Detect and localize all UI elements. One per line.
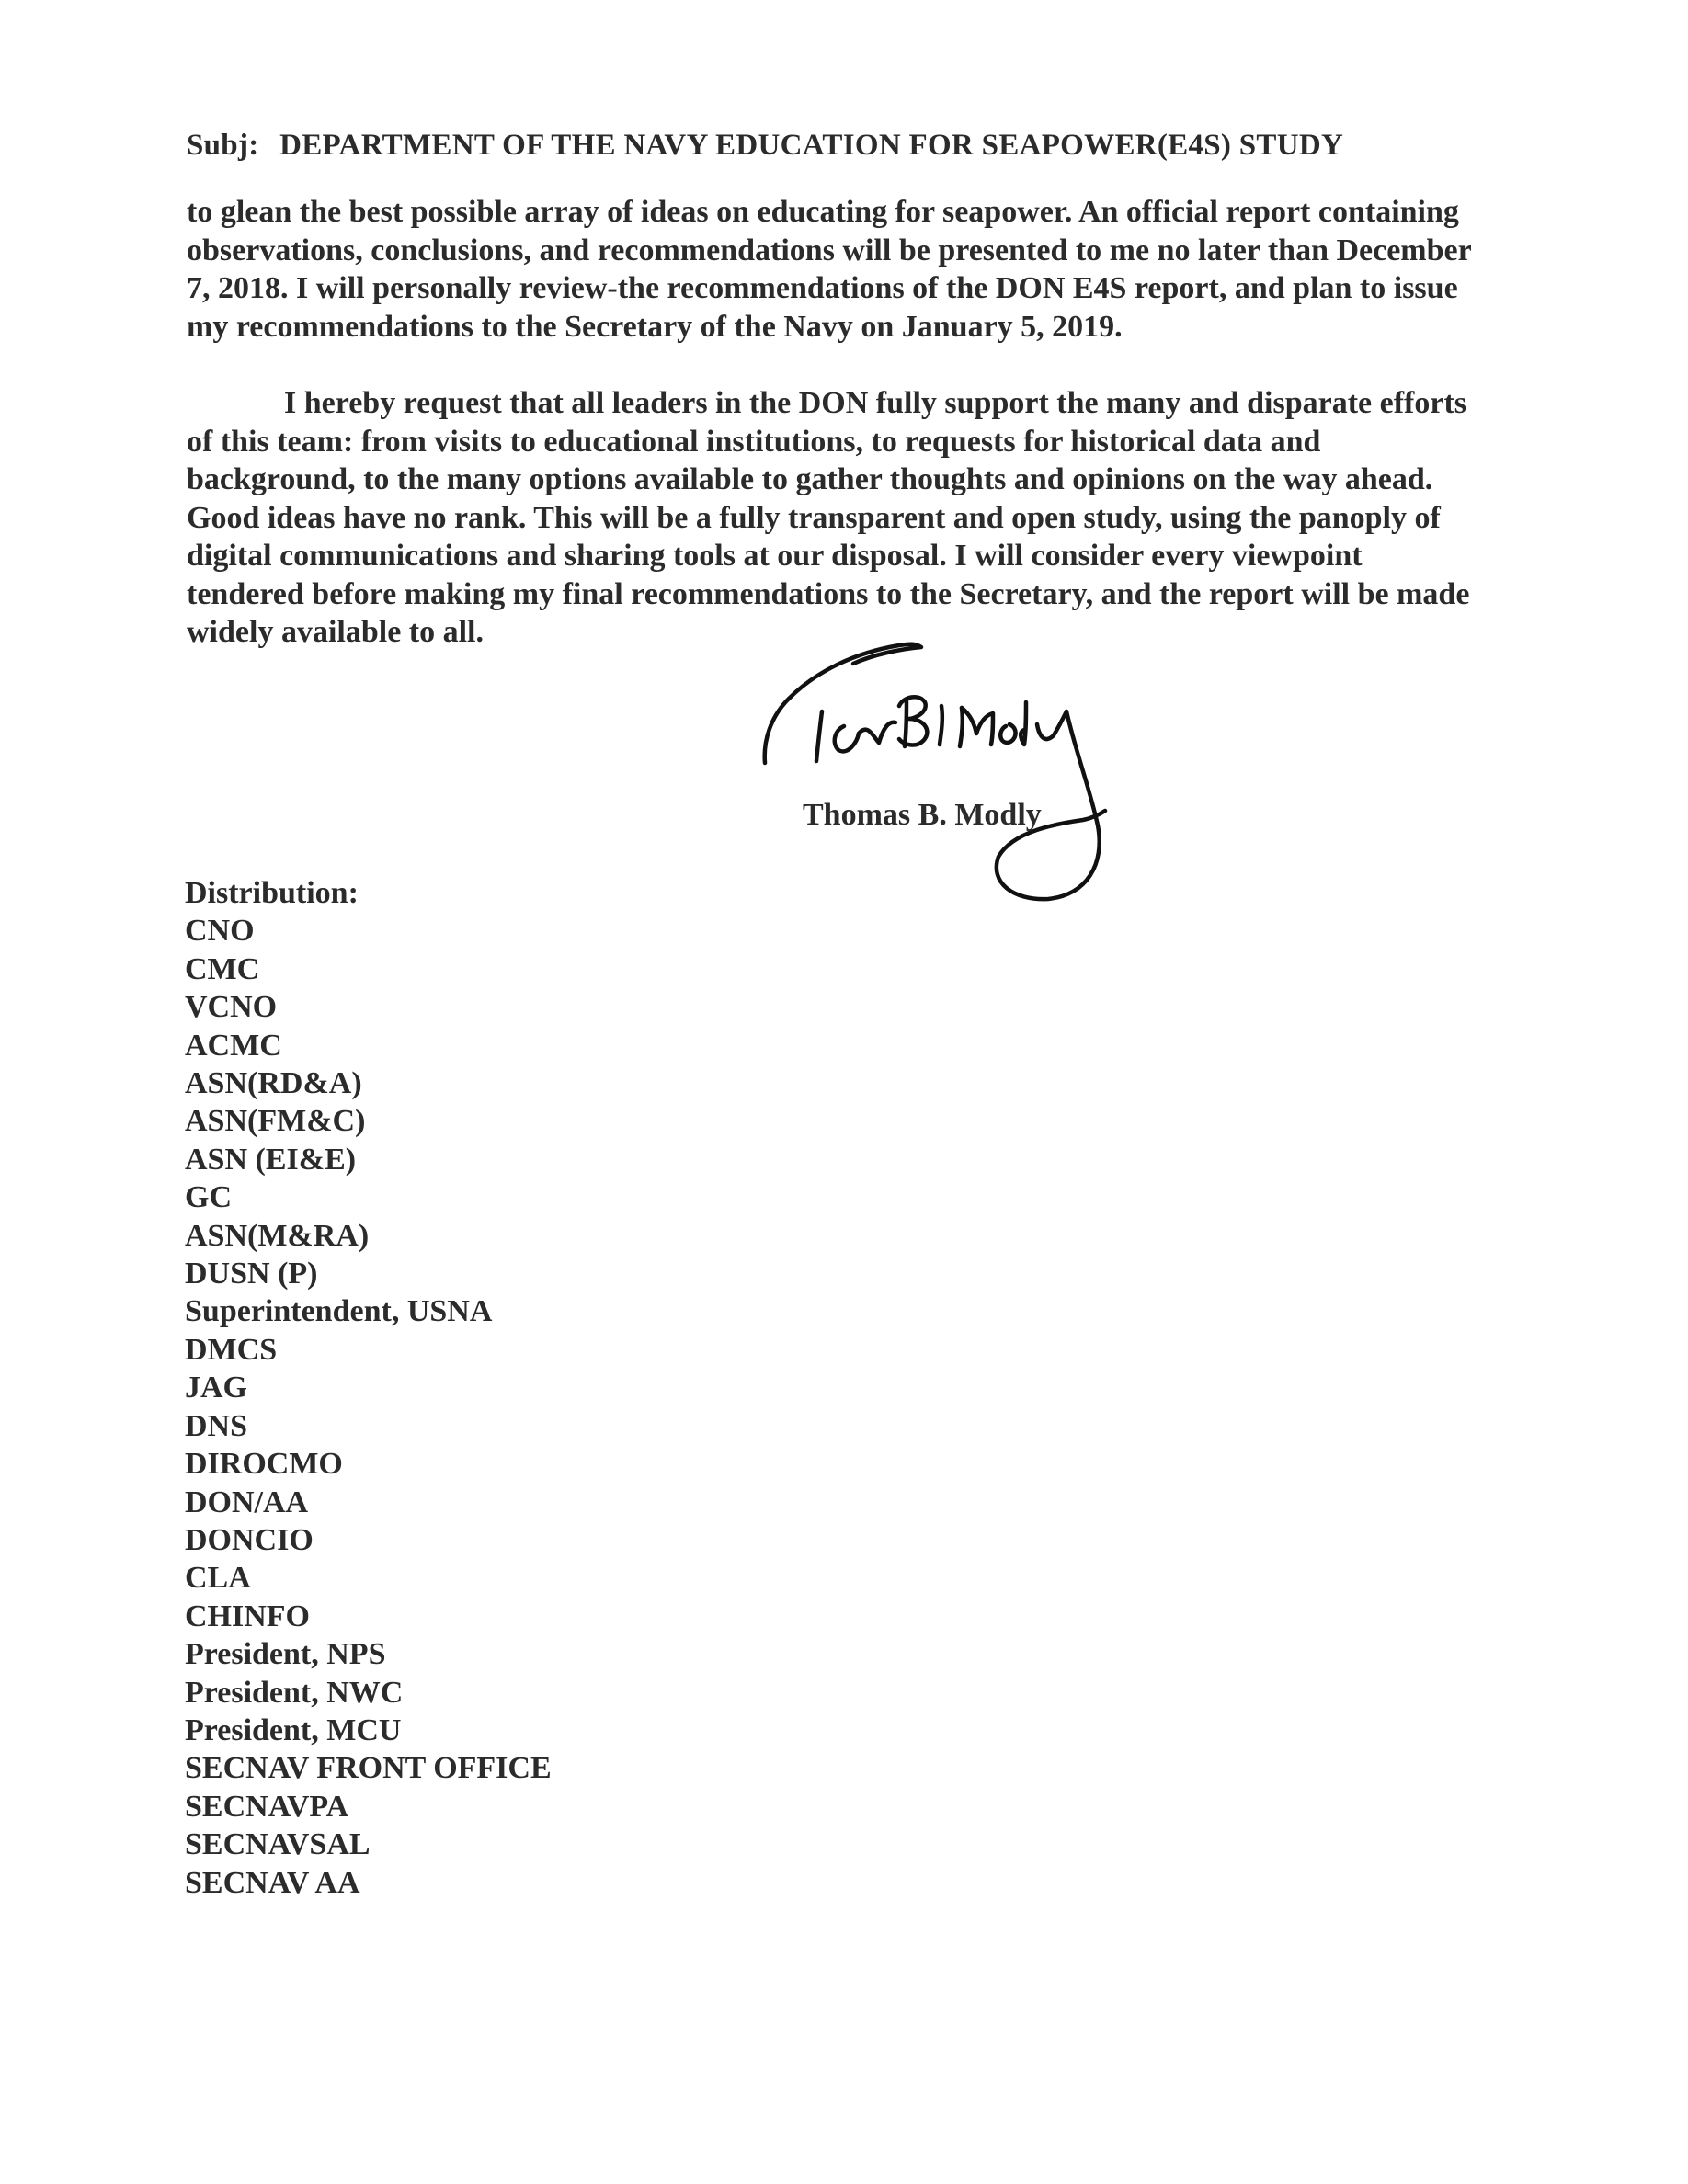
list-item: SECNAVSAL [185, 1827, 371, 1862]
handwritten-signature [745, 623, 1223, 917]
list-item: ASN(M&RA) [185, 1218, 370, 1253]
paragraph-line: observations, conclusions, and recommendations will be presented to me no later than December [187, 233, 1472, 267]
distribution-title: Distribution: [185, 876, 359, 910]
list-item: DON/AA [185, 1484, 309, 1519]
paragraph-line: 7, 2018. I will personally review-the recommendations of the DON E4S report, and plan to issue [187, 271, 1458, 305]
paragraph-line: digital communications and sharing tools at our disposal. I will consider every viewpoint [187, 539, 1363, 573]
paragraph-line: tendered before making my final recommendations to the Secretary, and the report will be made [187, 576, 1470, 611]
list-item: GC [185, 1180, 232, 1215]
paragraph-line: I hereby request that all leaders in the DON fully support the many and disparate efforts [284, 386, 1467, 420]
list-item: SECNAV AA [185, 1865, 360, 1900]
list-item: VCNO [185, 990, 278, 1025]
subject-line [187, 129, 1343, 163]
list-item: President, NPS [185, 1637, 386, 1672]
subject-label: Subj: [187, 129, 259, 162]
signatory-name: Thomas B. Modly [803, 798, 1042, 832]
list-item: President, NWC [185, 1675, 404, 1710]
distribution-list [185, 874, 552, 1902]
list-item: JAG [185, 1371, 247, 1405]
list-item: ASN(FM&C) [185, 1104, 366, 1139]
paragraph-line: to glean the best possible array of ideas on educating for seapower. An official report containing [187, 195, 1459, 229]
subject-text: DEPARTMENT OF THE NAVY EDUCATION FOR SEAPOWER(E4S) STUDY [279, 129, 1344, 162]
list-item: ACMC [185, 1028, 282, 1063]
list-item: DMCS [185, 1332, 278, 1367]
list-item: ASN(RD&A) [185, 1066, 362, 1101]
list-item: CMC [185, 951, 260, 986]
list-item: SECNAV FRONT OFFICE [185, 1751, 552, 1786]
body-paragraph-1 [187, 193, 1474, 346]
list-item: DONCIO [185, 1522, 314, 1557]
list-item: DUSN (P) [185, 1257, 318, 1291]
list-item: DIROCMO [185, 1447, 343, 1482]
list-item: President, MCU [185, 1712, 402, 1747]
list-item: ASN (EI&E) [185, 1142, 357, 1177]
list-item: SECNAVPA [185, 1789, 349, 1824]
body-paragraph-2 [187, 384, 1474, 652]
paragraph-line: Good ideas have no rank. This will be a fully transparent and open study, using the panoply of [187, 500, 1441, 535]
list-item: CLA [185, 1561, 251, 1596]
list-item: CHINFO [185, 1598, 310, 1633]
paragraph-line: background, to the many options available to gather thoughts and opinions on the way ahead. [187, 462, 1433, 496]
paragraph-line: widely available to all. [187, 615, 484, 649]
list-item: CNO [185, 914, 255, 949]
paragraph-line: of this team: from visits to educational institutions, to requests for historical data and [187, 424, 1321, 459]
list-item: DNS [185, 1408, 248, 1443]
list-item: Superintendent, USNA [185, 1294, 493, 1329]
paragraph-line: my recommendations to the Secretary of the Navy on January 5, 2019. [187, 309, 1123, 344]
